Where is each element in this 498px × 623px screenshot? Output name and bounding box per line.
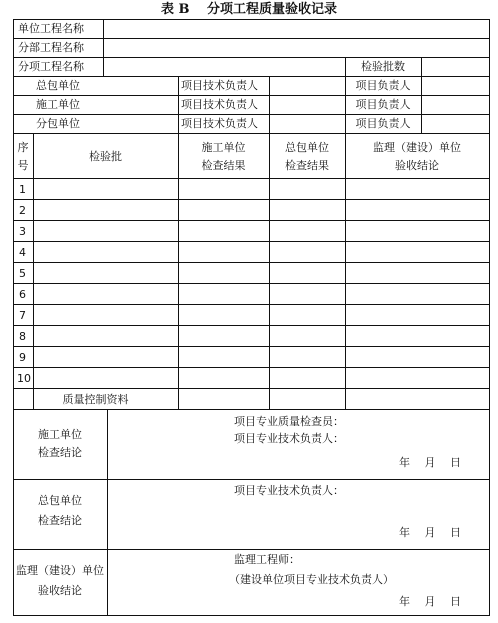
border-line [13,76,490,77]
supervision-conclusion-label-line2: 验收结论 [38,584,82,597]
contractor-conclusion-label-line2: 检查结论 [38,514,82,527]
tech-lead-signature-label: 项目专业技术负责人： [234,432,344,445]
border-line [269,76,270,409]
border-line [13,133,490,134]
date-label: 年 月 日 [399,595,461,608]
row-number: 4 [19,246,26,259]
border-line [421,57,422,133]
border-line [13,57,490,58]
seq-header-line2: 号 [17,159,29,172]
contractor-result-header-line2: 检查结果 [285,159,329,172]
border-line [13,409,490,410]
border-line [13,19,490,20]
project-lead-label: 项目负责人 [355,79,411,92]
tech-lead-signature-label: 项目专业技术负责人： [234,484,344,497]
item-project-name-label: 分项工程名称 [18,60,84,73]
project-lead-label: 项目负责人 [355,98,411,111]
project-tech-lead-label: 项目技术负责人 [181,98,258,111]
inspection-record-table [13,19,490,616]
supervision-conclusion-header-line2: 验收结论 [395,159,439,172]
construction-conclusion-label-line1: 施工单位 [38,428,82,441]
supervision-conclusion-header-line1: 监理（建设）单位 [373,141,461,154]
contractor-conclusion-label-line1: 总包单位 [38,494,82,507]
border-line [107,409,108,615]
sub-project-name-label: 分部工程名称 [18,41,84,54]
inspection-batch-count-label: 检验批数 [361,60,405,73]
date-label: 年 月 日 [399,456,461,469]
quality-inspector-signature-label: 项目专业质量检查员： [234,415,344,428]
owner-tech-lead-signature-label: （建设单位项目专业技术负责人） [229,573,394,586]
project-tech-lead-label: 项目技术负责人 [181,79,258,92]
border-line [13,346,490,347]
subcontractor-label: 分包单位 [36,117,80,130]
border-line [13,220,490,221]
unit-project-name-label: 单位工程名称 [18,22,84,35]
document-title: 表 B 分项工程质量验收记录 [160,2,338,17]
border-line [103,19,104,76]
border-line [33,133,34,409]
construction-conclusion-label-line2: 检查结论 [38,446,82,459]
row-number: 6 [19,288,26,301]
row-number: 1 [19,183,26,196]
border-line [13,325,490,326]
border-line [13,199,490,200]
row-number: 9 [19,351,26,364]
row-number: 2 [19,204,26,217]
quality-control-data-label: 质量控制资料 [62,393,129,406]
row-number: 7 [19,309,26,322]
border-line [13,38,490,39]
border-line [13,388,490,389]
border-line [13,283,490,284]
border-line [13,95,490,96]
border-line [489,19,490,616]
row-number: 10 [17,372,31,385]
construction-unit-label: 施工单位 [36,98,80,111]
construction-result-header-line1: 施工单位 [201,141,246,154]
supervision-conclusion-label-line1: 监理（建设）单位 [16,564,104,577]
border-line [13,262,490,263]
project-tech-lead-label: 项目技术负责人 [181,117,258,130]
row-number: 5 [19,267,26,280]
border-line [13,615,490,616]
border-line [13,304,490,305]
border-line [13,479,490,480]
contractor-result-header-line1: 总包单位 [285,141,329,154]
border-line [13,549,490,550]
general-contractor-label: 总包单位 [36,79,80,92]
date-label: 年 月 日 [399,526,461,539]
supervising-engineer-signature-label: 监理工程师： [234,553,300,566]
row-number: 8 [19,330,26,343]
border-line [178,76,179,409]
row-number: 3 [19,225,26,238]
batch-header: 检验批 [89,150,122,163]
project-lead-label: 项目负责人 [355,117,411,130]
construction-result-header-line2: 检查结果 [201,159,246,172]
border-line [13,241,490,242]
border-line [13,367,490,368]
border-line [13,114,490,115]
border-line [13,178,490,179]
seq-header-line1: 序 [17,141,29,154]
